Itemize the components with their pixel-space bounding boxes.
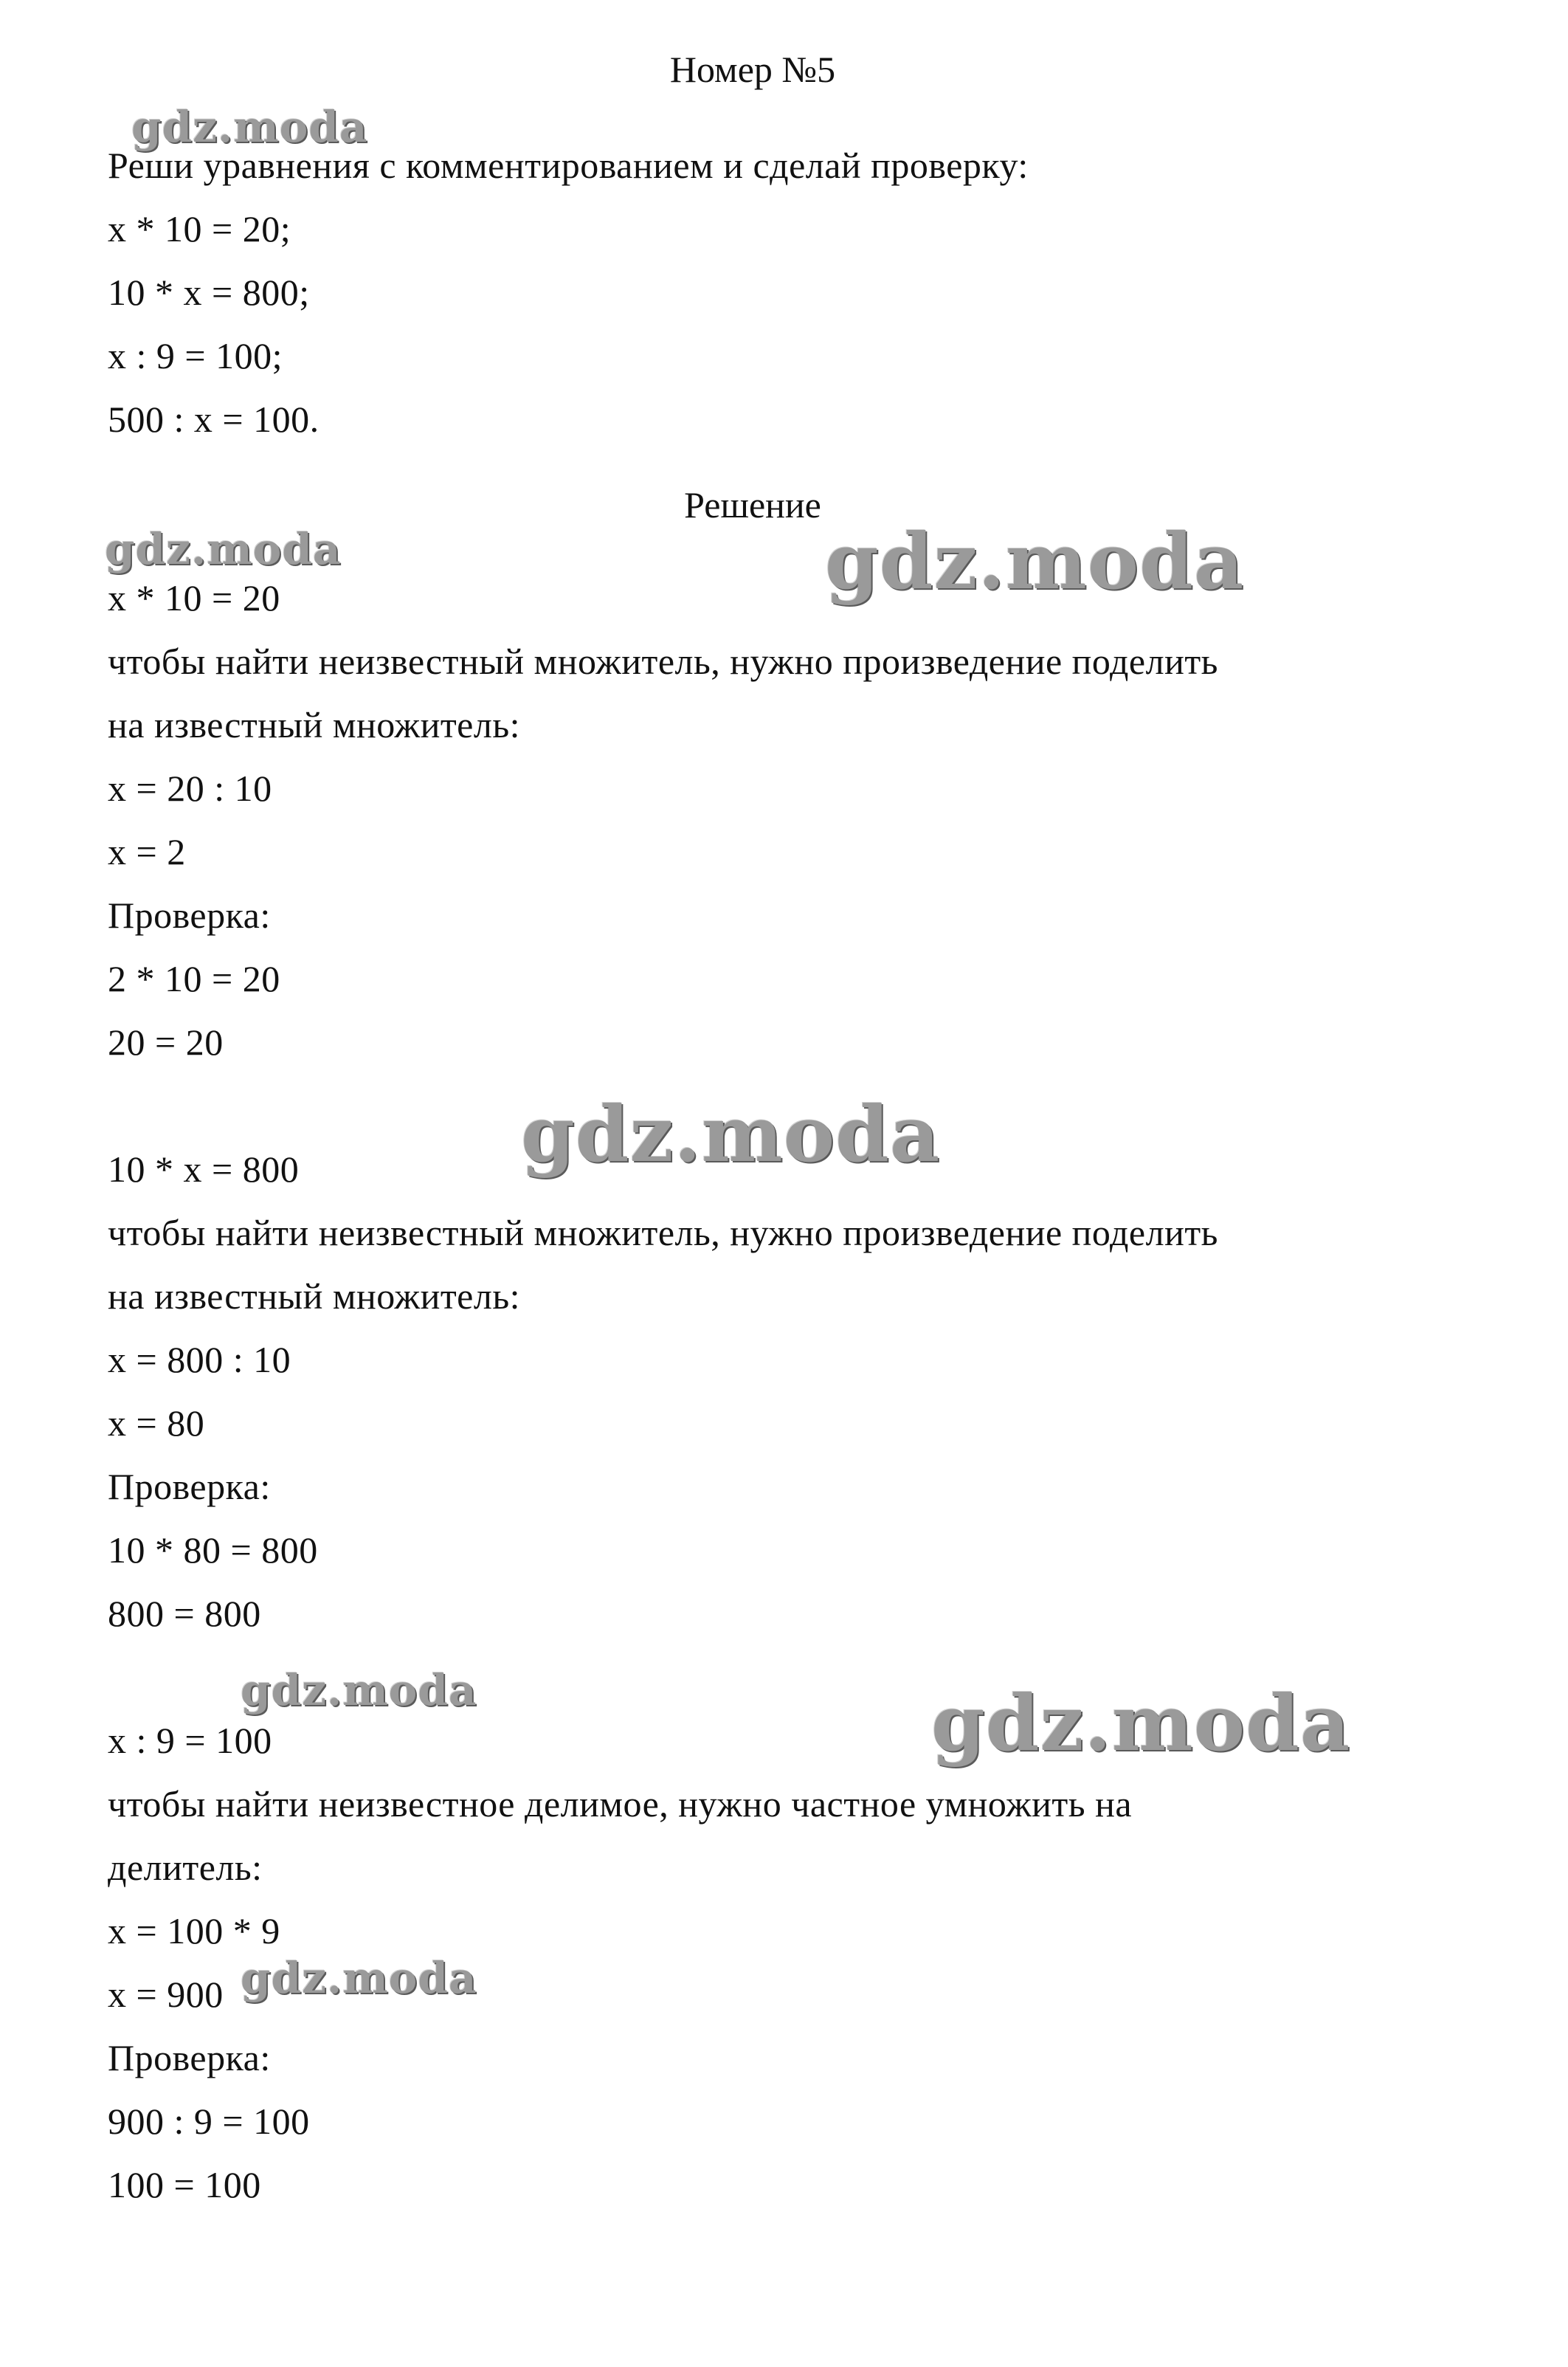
solution-3-check-2: 100 = 100	[108, 2164, 261, 2205]
solution-1-step-1: x = 20 : 10	[108, 768, 272, 809]
solution-3-comment-line-2: делитель:	[108, 1847, 263, 1888]
solution-2-equation: 10 * x = 800	[108, 1148, 300, 1190]
watermark: gdz.moda	[241, 1953, 477, 2003]
task-equation-2: 10 * x = 800;	[108, 272, 310, 313]
task-instruction: Реши уравнения с комментированием и сделай проверку:	[108, 145, 1029, 186]
solution-3-check-label: Проверка:	[108, 2037, 271, 2078]
solution-3-check-1: 900 : 9 = 100	[108, 2101, 310, 2142]
solution-2-comment-line-2: на известный множитель:	[108, 1275, 521, 1317]
solution-2-check-label: Проверка:	[108, 1466, 271, 1507]
solution-2-step-1: x = 800 : 10	[108, 1339, 291, 1380]
solution-heading: Решение	[684, 484, 821, 526]
watermark: gdz.moda	[105, 524, 342, 574]
solution-1-comment-line-1: чтобы найти неизвестный множитель, нужно произведение поделить	[108, 641, 1218, 682]
solution-3-equation: x : 9 = 100	[108, 1720, 272, 1761]
watermark: gdz.moda	[241, 1665, 477, 1715]
solution-1-comment-line-2: на известный множитель:	[108, 704, 521, 745]
task-equation-1: x * 10 = 20;	[108, 208, 291, 249]
solution-3-step-2: x = 900	[108, 1974, 224, 2015]
solution-2-comment-line-1: чтобы найти неизвестный множитель, нужно произведение поделить	[108, 1212, 1218, 1253]
page-title: Номер №5	[669, 49, 836, 90]
solution-3-step-1: x = 100 * 9	[108, 1910, 280, 1951]
solution-1-check-label: Проверка:	[108, 895, 271, 936]
task-equation-4: 500 : x = 100.	[108, 399, 320, 440]
solution-1-check-1: 2 * 10 = 20	[108, 958, 280, 999]
solution-1-check-2: 20 = 20	[108, 1021, 224, 1063]
solution-2-check-1: 10 * 80 = 800	[108, 1529, 318, 1571]
solution-3-comment-line-1: чтобы найти неизвестное делимое, нужно частное умножить на	[108, 1783, 1133, 1825]
task-equation-3: x : 9 = 100;	[108, 335, 283, 376]
solution-2-step-2: x = 80	[108, 1402, 205, 1444]
watermark: gdz.moda	[131, 102, 368, 152]
solution-1-step-2: x = 2	[108, 831, 186, 872]
watermark: gdz.moda	[521, 1089, 941, 1179]
solution-2-check-2: 800 = 800	[108, 1593, 261, 1634]
solution-1-equation: x * 10 = 20	[108, 577, 280, 619]
watermark: gdz.moda	[825, 516, 1245, 607]
watermark: gdz.moda	[931, 1678, 1351, 1768]
